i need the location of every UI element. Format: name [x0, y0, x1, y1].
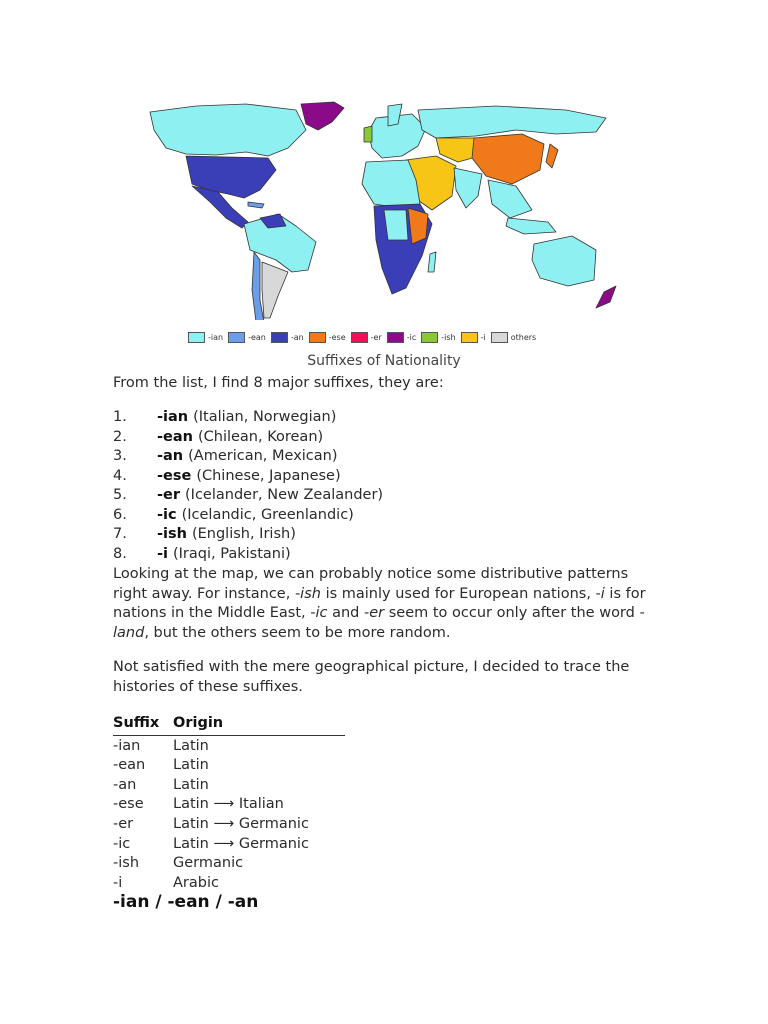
intro-text: From the list, I find 8 major suffixes, they are:	[113, 375, 444, 391]
cell-origin: Germanic	[173, 855, 244, 872]
cell-origin: Latin	[173, 737, 209, 754]
cell-origin: Arabic	[173, 874, 219, 891]
australia	[532, 236, 596, 286]
cell-suffix: -i	[113, 874, 123, 891]
madagascar	[428, 252, 436, 272]
cell-origin: Latin ⟶ Germanic	[173, 815, 309, 832]
table-row	[113, 815, 345, 835]
cell-suffix: -an	[113, 776, 137, 793]
table-header	[113, 714, 345, 736]
legend-swatch	[351, 332, 368, 343]
table-row	[113, 835, 345, 855]
russia	[418, 106, 606, 138]
india	[454, 168, 482, 208]
legend-item	[351, 332, 382, 343]
africa-central	[384, 210, 408, 240]
africa-north	[362, 160, 420, 208]
cell-suffix: -ean	[113, 757, 146, 774]
legend-item	[421, 332, 455, 343]
cell-origin: Latin	[173, 776, 209, 793]
legend-label: -ean	[248, 333, 266, 342]
list-item	[113, 408, 383, 428]
cell-suffix: -ian	[113, 737, 141, 754]
list-item	[113, 525, 383, 545]
list-examples: (Chilean, Korean)	[197, 428, 324, 445]
table-row	[113, 874, 345, 894]
legend-swatch	[491, 332, 508, 343]
legend-item	[228, 332, 266, 343]
header-origin: Origin	[173, 715, 224, 731]
list-item	[113, 486, 383, 506]
list-examples: (Chinese, Japanese)	[196, 467, 341, 484]
cell-origin: Latin ⟶ Germanic	[173, 835, 309, 852]
list-item	[113, 545, 383, 565]
legend-swatch	[387, 332, 404, 343]
list-number: 2.	[113, 428, 127, 445]
list-suffix: -ish	[157, 526, 187, 542]
list-suffix: -ese	[157, 467, 192, 484]
legend-label: -ish	[441, 333, 456, 342]
new-zealand	[596, 286, 616, 308]
paragraph-histories: Not satisfied with the mere geographical picture, I decided to trace the histories of these suffixes.	[113, 659, 630, 695]
list-examples: (Icelandic, Greenlandic)	[181, 506, 354, 523]
list-examples: (Iraqi, Pakistani)	[173, 545, 291, 562]
indonesia	[506, 218, 556, 234]
list-suffix: -ic	[157, 506, 177, 523]
china	[472, 134, 544, 184]
cell-origin: Latin	[173, 757, 209, 774]
list-number: 3.	[113, 448, 127, 464]
legend-swatch	[188, 332, 205, 343]
map-legend	[188, 332, 541, 343]
canada	[150, 104, 306, 156]
southeast-asia	[488, 180, 532, 218]
list-suffix: -an	[157, 448, 184, 464]
map-caption: Suffixes of Nationality	[307, 353, 461, 369]
legend-swatch	[461, 332, 478, 343]
table-row	[113, 854, 345, 874]
list-examples: (American, Mexican)	[188, 448, 338, 464]
legend-item	[461, 332, 486, 343]
legend-label: -ian	[208, 333, 224, 342]
origin-table	[113, 714, 345, 893]
uk	[364, 126, 372, 142]
cuba	[248, 202, 264, 208]
legend-item	[188, 332, 223, 343]
list-number: 5.	[113, 487, 127, 503]
legend-item	[387, 332, 417, 343]
cell-suffix: -ish	[113, 855, 140, 872]
list-item	[113, 447, 383, 467]
table-body	[113, 737, 345, 894]
world-map-image	[136, 100, 632, 320]
legend-label: -er	[370, 333, 382, 342]
legend-item	[309, 332, 346, 343]
greenland	[301, 102, 344, 130]
suffix-list	[113, 408, 383, 564]
list-examples: (Icelander, New Zealander)	[185, 487, 384, 503]
list-number: 8.	[113, 545, 127, 562]
list-examples: (Italian, Norwegian)	[193, 409, 337, 425]
argentina	[262, 262, 288, 318]
table-row	[113, 756, 345, 776]
japan	[546, 144, 558, 168]
list-suffix: -ean	[157, 428, 193, 445]
legend-swatch	[421, 332, 438, 343]
legend-label: -ic	[406, 333, 417, 342]
list-suffix: -ian	[157, 409, 189, 425]
list-number: 6.	[113, 506, 127, 523]
cell-suffix: -er	[113, 815, 134, 832]
africa-east	[408, 208, 428, 244]
list-number: 1.	[113, 409, 127, 425]
list-suffix: -i	[157, 545, 168, 562]
list-suffix: -er	[157, 487, 181, 503]
nationality-map	[136, 100, 632, 344]
list-item	[113, 467, 383, 487]
table-row	[113, 795, 345, 815]
table-row	[113, 737, 345, 757]
section-heading: -ian / -ean / -an	[113, 892, 259, 912]
list-examples: (English, Irish)	[191, 526, 296, 542]
legend-label: -i	[480, 333, 486, 342]
legend-label: others	[510, 333, 537, 342]
list-number: 7.	[113, 526, 127, 542]
legend-label: -an	[290, 333, 304, 342]
paragraph-patterns: Looking at the map, we can probably notice some distributive patterns right away. For instance, -ish is mainly used for European nations, -i is for nations in the Middle East, -ic and -er seem to occur only after the word -land, but the others seem to be more random.	[113, 566, 646, 641]
header-suffix: Suffix	[113, 715, 160, 731]
legend-swatch	[228, 332, 245, 343]
list-item	[113, 506, 383, 526]
list-item	[113, 428, 383, 448]
legend-swatch	[271, 332, 288, 343]
cell-suffix: -ic	[113, 835, 131, 852]
cell-suffix: -ese	[113, 796, 144, 813]
cell-origin: Latin ⟶ Italian	[173, 796, 284, 813]
table-row	[113, 776, 345, 796]
legend-swatch	[309, 332, 326, 343]
legend-item	[271, 332, 304, 343]
legend-label: -ese	[328, 333, 346, 342]
legend-item	[491, 332, 536, 343]
list-number: 4.	[113, 467, 127, 484]
